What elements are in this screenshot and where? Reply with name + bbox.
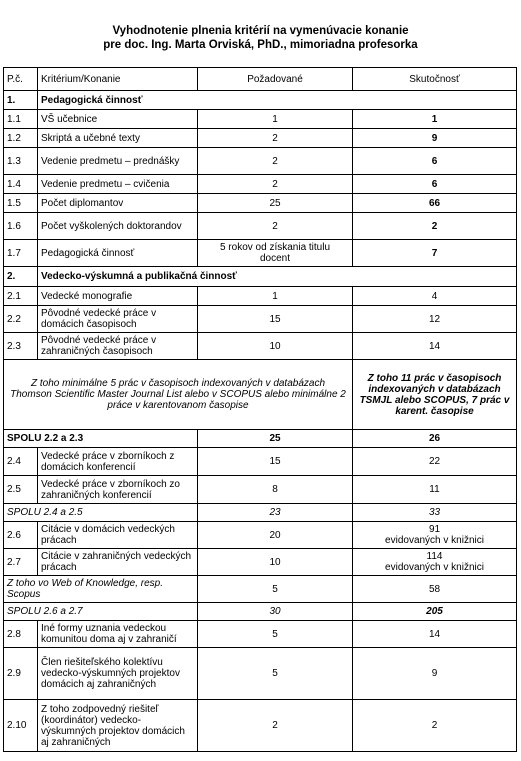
required-value: 10: [198, 333, 353, 360]
subtotal-label: SPOLU 2.2 a 2.3: [4, 430, 198, 448]
actual-value: 4: [353, 287, 517, 306]
actual-value: 9: [353, 648, 517, 700]
row-number: 2.2: [4, 306, 38, 333]
criterion: Citácie v zahraničných vedeckých prácach: [38, 549, 198, 576]
table-row: [4, 129, 517, 148]
required-value: 25: [198, 194, 353, 213]
actual-value: 1: [353, 110, 517, 129]
criterion: Z toho zodpovedný riešiteľ (koordinátor) vedecko-výskumných projektov domácich aj zahraničných: [38, 700, 198, 752]
actual-value: [353, 522, 517, 549]
required-value: 5: [198, 648, 353, 700]
table-row: [4, 333, 517, 360]
section-row: [4, 267, 517, 287]
header-cell: Skutočnosť: [353, 68, 517, 91]
row-number: 2.7: [4, 549, 38, 576]
criterion: Vedecké monografie: [38, 287, 198, 306]
required-value: 2: [198, 175, 353, 194]
subtotal-row: [4, 430, 517, 448]
actual-value: 9: [353, 129, 517, 148]
table-row: [4, 522, 517, 549]
table-row: [4, 476, 517, 504]
required-value: 10: [198, 549, 353, 576]
row-number: 1.6: [4, 213, 38, 240]
row-number: 2.6: [4, 522, 38, 549]
table-row: [4, 700, 517, 752]
actual-value: 11: [353, 476, 517, 504]
table-row: [4, 306, 517, 333]
actual-value: 2: [353, 700, 517, 752]
actual-value: 58: [353, 576, 517, 603]
criterion: Skriptá a učebné texty: [38, 129, 198, 148]
criterion: VŠ učebnice: [38, 110, 198, 129]
table-row: [4, 287, 517, 306]
section-row: [4, 91, 517, 110]
table-row: [4, 448, 517, 476]
actual-value: 2: [353, 213, 517, 240]
row-number: 1.3: [4, 148, 38, 175]
criterion: Vedenie predmetu – prednášky: [38, 148, 198, 175]
note-row: [4, 360, 517, 430]
actual-note: evidovaných v knižnici: [385, 562, 484, 573]
section-title: Vedecko-výskumná a publikačná činnosť: [38, 267, 517, 287]
section-title: Pedagogická činnosť: [38, 91, 517, 110]
row-number: 1.4: [4, 175, 38, 194]
document-title-line1: Vyhodnotenie plnenia kritérií na vymenúvacie konanie: [112, 25, 409, 37]
actual-value: 205: [353, 603, 517, 621]
row-number: 2.10: [4, 700, 38, 752]
required-value: 8: [198, 476, 353, 504]
actual-value: 22: [353, 448, 517, 476]
criterion: Z toho vo Web of Knowledge, resp. Scopus: [4, 576, 198, 603]
actual-value: 12: [353, 306, 517, 333]
row-number: 1.1: [4, 110, 38, 129]
required-value: 23: [198, 504, 353, 522]
header-cell: Požadované: [198, 68, 353, 91]
criterion: Pôvodné vedecké práce v zahraničných časopisoch: [38, 333, 198, 360]
table-row: [4, 549, 517, 576]
row-number: 2.8: [4, 621, 38, 648]
header-cell: P.č.: [4, 68, 38, 91]
subtotal-label: SPOLU 2.4 a 2.5: [4, 504, 198, 522]
document-title-line2: pre doc. Ing. Marta Orviská, PhD., mimoriadna profesorka: [103, 39, 418, 51]
row-number: 1.5: [4, 194, 38, 213]
row-number: 2.1: [4, 287, 38, 306]
required-value: 5 rokov od získania titulu docent: [198, 240, 353, 267]
actual-value: 14: [353, 333, 517, 360]
row-number: 2.: [4, 267, 38, 287]
criterion: Iné formy uznania vedeckou komunitou doma aj v zahraničí: [38, 621, 198, 648]
criterion: Vedecké práce v zborníkoch zo zahraničných konferencií: [38, 476, 198, 504]
required-value: 1: [198, 110, 353, 129]
required-value: 5: [198, 576, 353, 603]
required-value: 20: [198, 522, 353, 549]
subtotal-row: [4, 603, 517, 621]
subtotal-label: SPOLU 2.6 a 2.7: [4, 603, 198, 621]
required-value: 2: [198, 700, 353, 752]
criteria-table: [3, 67, 517, 752]
required-value: 1: [198, 287, 353, 306]
table-row: [4, 648, 517, 700]
note-actual: Z toho 11 prác v časopisoch indexovaných v databázach TSMJL alebo SCOPUS, 7 prác v karent. časopise: [353, 360, 517, 430]
row-number: 2.3: [4, 333, 38, 360]
criterion: Vedenie predmetu – cvičenia: [38, 175, 198, 194]
actual-value: 7: [353, 240, 517, 267]
actual-value: 6: [353, 148, 517, 175]
table-row: [4, 148, 517, 175]
required-value: 15: [198, 448, 353, 476]
table-row: [4, 194, 517, 213]
criterion: Vedecké práce v zborníkoch z domácich konferencií: [38, 448, 198, 476]
table-row: [4, 110, 517, 129]
table-row: [4, 576, 517, 603]
table-header-row: [4, 68, 517, 91]
table-row: [4, 175, 517, 194]
row-number: 1.2: [4, 129, 38, 148]
required-value: 5: [198, 621, 353, 648]
required-value: 25: [198, 430, 353, 448]
required-value: 15: [198, 306, 353, 333]
criterion: Počet vyškolených doktorandov: [38, 213, 198, 240]
table-row: [4, 621, 517, 648]
row-number: 2.4: [4, 448, 38, 476]
actual-count: 114: [426, 551, 443, 562]
required-value: 2: [198, 148, 353, 175]
actual-value: 14: [353, 621, 517, 648]
criterion: Počet diplomantov: [38, 194, 198, 213]
criterion: Pedagogická činnosť: [38, 240, 198, 267]
required-value: 30: [198, 603, 353, 621]
table-row: [4, 213, 517, 240]
row-number: 1.: [4, 91, 38, 110]
table-row: [4, 240, 517, 267]
actual-value: 66: [353, 194, 517, 213]
row-number: 2.5: [4, 476, 38, 504]
required-value: 2: [198, 129, 353, 148]
actual-value: [353, 549, 517, 576]
note-requirement: Z toho minimálne 5 prác v časopisoch indexovaných v databázach Thomson Scientific Master Journal List alebo v SCOPUS alebo minimálne 2 práce v karentovanom časopise: [4, 360, 353, 430]
criterion: Citácie v domácich vedeckých prácach: [38, 522, 198, 549]
actual-value: 6: [353, 175, 517, 194]
actual-note: evidovaných v knižnici: [385, 535, 484, 546]
criterion: Člen riešiteľského kolektívu vedecko-výskumných projektov domácich aj zahraničných: [38, 648, 198, 700]
required-value: 2: [198, 213, 353, 240]
row-number: 1.7: [4, 240, 38, 267]
header-cell: Kritérium/Konanie: [38, 68, 198, 91]
subtotal-row: [4, 504, 517, 522]
actual-count: 91: [428, 524, 441, 535]
actual-value: 26: [353, 430, 517, 448]
actual-value: 33: [353, 504, 517, 522]
row-number: 2.9: [4, 648, 38, 700]
criterion: Pôvodné vedecké práce v domácich časopisoch: [38, 306, 198, 333]
